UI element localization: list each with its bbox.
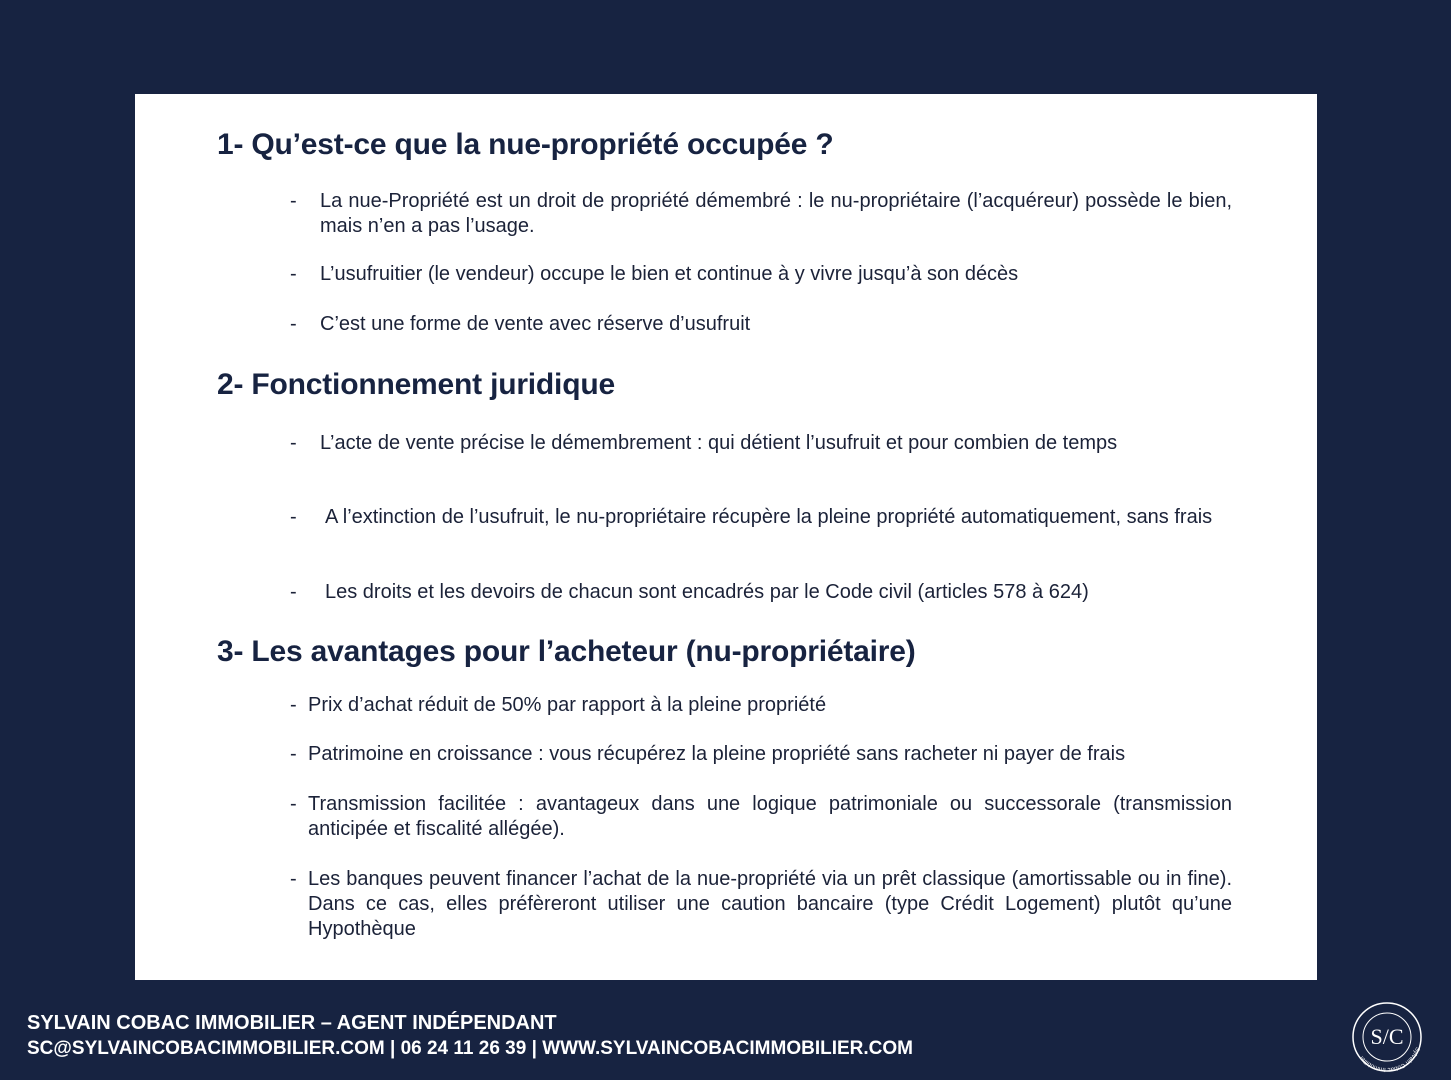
content-card: [135, 94, 1317, 980]
section-3-item-1: [290, 693, 1232, 718]
sc-logo: [1350, 1000, 1424, 1074]
item-text: Prix d’achat réduit de 50% par rapport à la pleine propriété: [308, 694, 827, 716]
section-3-item-2: [290, 742, 1232, 767]
section-1-item-1: [290, 189, 1232, 239]
footer-contact: [27, 1011, 913, 1061]
bullet-dash: -: [290, 743, 297, 765]
footer-contact-line[interactable]: SC@SYLVAINCOBACIMMOBILIER.COM | 06 24 11 26 39 | WWW.SYLVAINCOBACIMMOBILIER.COM: [27, 1038, 914, 1059]
item-text: L’usufruitier (le vendeur) occupe le bien et continue à y vivre jusqu’à son décès: [320, 263, 1019, 285]
bullet-dash: -: [290, 432, 297, 454]
section-2-item-2: [290, 505, 1232, 530]
bullet-dash: -: [290, 313, 297, 335]
bullet-dash: -: [290, 793, 297, 815]
item-text: Patrimoine en croissance : vous récupérez la pleine propriété sans racheter ni payer de frais: [308, 743, 1126, 765]
item-text: A l’extinction de l’usufruit, le nu-propriétaire récupère la pleine propriété automatiquement, sans frais: [325, 506, 1213, 528]
section-2-item-1: [290, 431, 1232, 456]
footer-company-line: SYLVAIN COBAC IMMOBILIER – AGENT INDÉPENDANT: [27, 1012, 557, 1034]
bullet-dash: -: [290, 868, 297, 890]
bullet-dash: -: [290, 190, 297, 212]
item-text: La nue-Propriété est un droit de propriété démembré : le nu-propriétaire (l’acquéreur) possède le bien, mais n’en a pas l’usage.: [320, 190, 1232, 237]
section-1-item-3: [290, 312, 1232, 337]
bullet-dash: -: [290, 506, 297, 528]
item-text: Les droits et les devoirs de chacun sont encadrés par le Code civil (articles 578 à 624): [325, 581, 1089, 603]
logo-monogram: S/C: [1370, 1024, 1404, 1049]
item-text: Transmission facilitée : avantageux dans une logique patrimoniale ou successorale (transmission anticipée et fiscalité allégée).: [308, 793, 1232, 840]
bullet-dash: -: [290, 263, 297, 285]
section-2-title: 2- Fonctionnement juridique: [217, 368, 615, 401]
item-text: Les banques peuvent financer l’achat de la nue-propriété via un prêt classique (amortissable ou in fine). Dans ce cas, elles préfèreront utiliser une caution bancaire (type Crédit Logement) plutôt qu’une Hypothèque: [308, 868, 1232, 940]
section-1-item-2: [290, 262, 1232, 287]
section-3-item-3: [290, 792, 1232, 842]
sc-logo-icon: [1350, 1000, 1424, 1074]
bullet-dash: -: [290, 694, 297, 716]
logo-ring-text: Sylvain Cobac Immobilier: [1358, 1045, 1421, 1073]
item-text: C’est une forme de vente avec réserve d’usufruit: [320, 313, 751, 335]
section-3-title: 3- Les avantages pour l’acheteur (nu-propriétaire): [217, 635, 916, 668]
svg-text:Sylvain Cobac Immobilier: [1359, 1046, 1420, 1072]
section-3-item-4: [290, 867, 1232, 942]
item-text: L’acte de vente précise le démembrement : qui détient l’usufruit et pour combien de temps: [320, 432, 1118, 454]
section-2-item-3: [290, 580, 1232, 605]
section-1-title: 1- Qu’est-ce que la nue-propriété occupée ?: [217, 128, 834, 161]
bullet-dash: -: [290, 581, 297, 603]
